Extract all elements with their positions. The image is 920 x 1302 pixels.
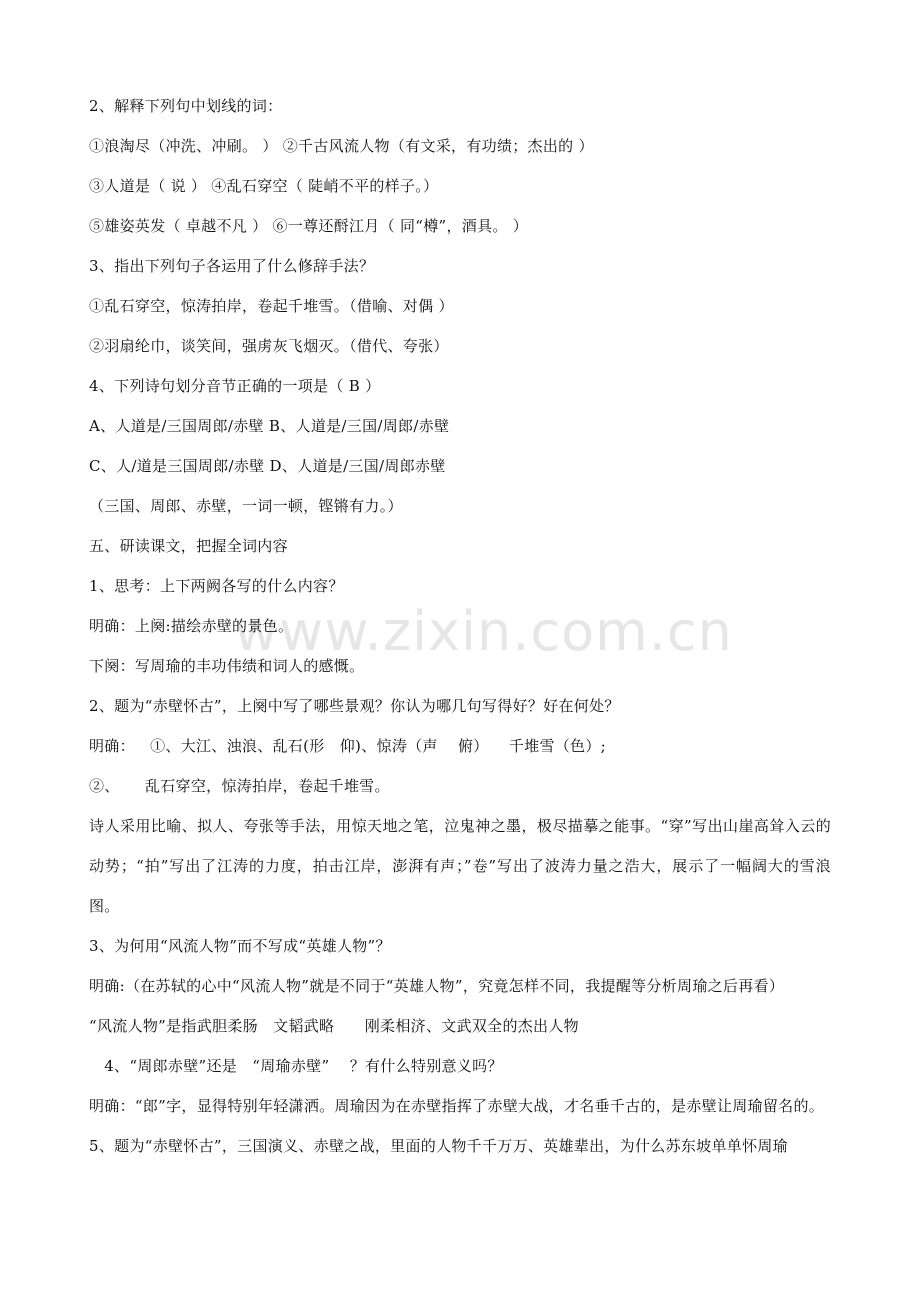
- answer-line: “风流人物”是指武胆柔肠 文韬武略 刚柔相济、文武双全的杰出人物: [89, 1017, 579, 1035]
- option-line: C、人/道是三国周郎/赤壁 D、人道是/三国/周郎赤壁: [89, 457, 446, 475]
- question-2-heading: 2、解释下列句中划线的词：: [89, 97, 283, 115]
- answer-line: ③人道是（ 说 ） ④乱石穿空（ 陡峭不平的样子。）: [89, 177, 439, 195]
- note-line: （三国、周郎、赤壁，一词一顿，铿锵有力。）: [89, 497, 403, 515]
- question-line: 1、思考：上下两阙各写的什么内容？: [89, 577, 344, 595]
- watermark: www.zixin.com.cn: [234, 600, 733, 663]
- section-5-heading: 五、研读课文，把握全词内容: [89, 537, 288, 555]
- question-4-heading: 4、下列诗句划分音节正确的一项是（ B ）: [89, 377, 381, 395]
- answer-line: ⑤雄姿英发（ 卓越不凡 ） ⑥一尊还酹江月（ 同“樽”，酒具。 ）: [89, 217, 529, 235]
- answer-paragraph: 明确：“郎”字，显得特别年轻潇洒。周瑜因为在赤壁指挥了赤壁大战，才名垂千古的，是赤壁让周瑜留名的。: [89, 1097, 825, 1115]
- answer-line: ①乱石穿空，惊涛拍岸，卷起千堆雪。（借喻、对偶 ）: [89, 297, 454, 315]
- question-line: 3、为何用“风流人物”而不写成“英雄人物”？: [89, 937, 391, 955]
- analysis-paragraph: 诗人采用比喻、拟人、夸张等手法，用惊天地之笔，泣鬼神之墨，极尽描摹之能事。“穿”写出山崖高耸入云的动势；“拍”写出了江涛的力度，拍击江岸，澎湃有声；”卷”写出了波涛力量之浩大，展示了一幅阔大的雪浪图。: [89, 817, 831, 915]
- option-line: A、人道是/三国周郎/赤壁 B、人道是/三国/周郎/赤壁: [89, 417, 450, 435]
- question-3-heading: 3、指出下列句子各运用了什么修辞手法？: [89, 257, 375, 275]
- answer-line: 下阕：写周瑜的丰功伟绩和词人的感慨。: [89, 657, 365, 675]
- answer-line: 明确： ①、大江、浊浪、乱石(形 仰)、惊涛（声 俯） 千堆雪（色）;: [89, 737, 607, 755]
- answer-line: 明确：上阕:描绘赤壁的景色。: [89, 617, 294, 635]
- answer-line: ②、 乱石穿空，惊涛拍岸，卷起千堆雪。: [89, 777, 390, 795]
- question-line: 4、“周郎赤壁”还是 “周瑜赤壁” ？有什么特别意义吗？: [89, 1057, 503, 1075]
- question-line: 2、题为“赤壁怀古”，上阕中写了哪些景观？你认为哪几句写得好？好在何处？: [89, 697, 620, 715]
- answer-line: ①浪淘尽（冲洗、冲刷。 ） ②千古风流人物（有文采，有功绩；杰出的 ）: [89, 137, 594, 155]
- question-line: 5、题为“赤壁怀古”，三国演义、赤壁之战，里面的人物千千万万、英雄辈出，为什么苏东坡单单怀周瑜: [89, 1137, 788, 1155]
- answer-line: 明确:（在苏轼的心中“风流人物”就是不同于“英雄人物”，究竟怎样不同，我提醒等分析周瑜之后再看）: [89, 977, 785, 995]
- answer-line: ②羽扇纶巾，谈笑间，强虏灰飞烟灭。（借代、夸张）: [89, 337, 449, 355]
- document-body: [89, 96, 831, 1176]
